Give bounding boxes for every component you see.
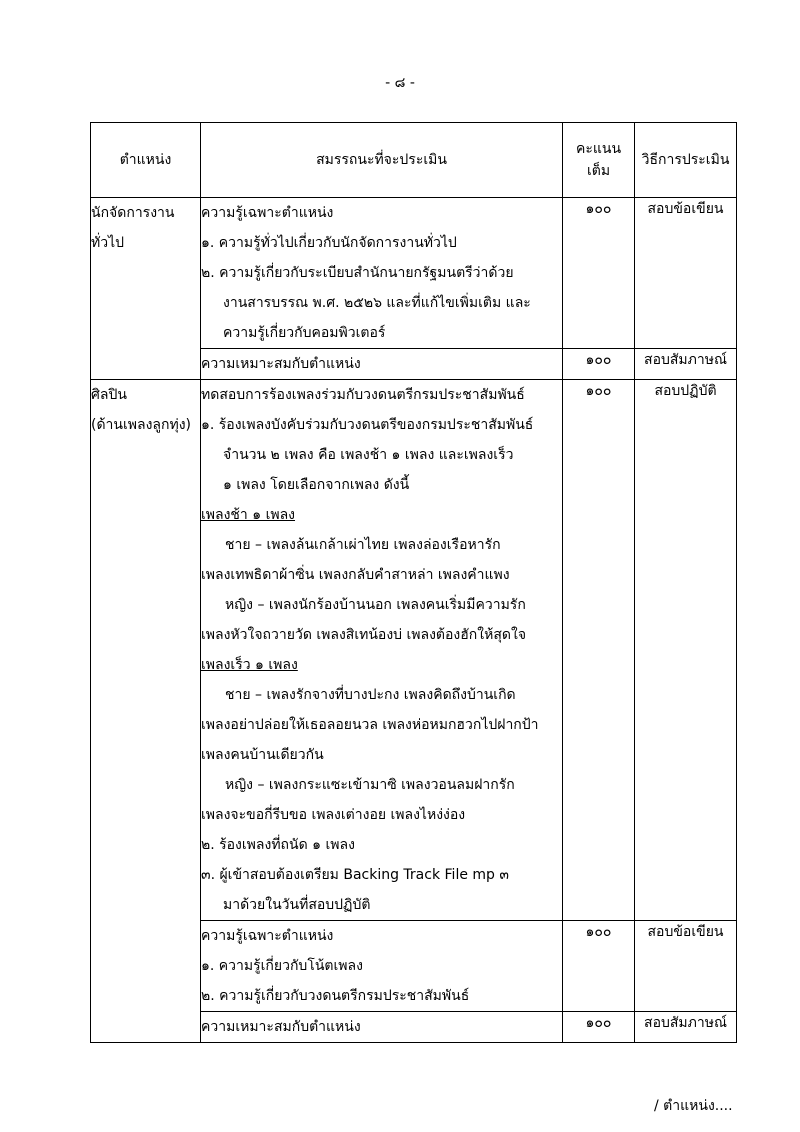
header-position: ตำแหน่ง: [91, 123, 201, 198]
score-cell: ๑๐๐: [563, 921, 635, 1012]
competency-line: ๑. ความรู้ทั่วไปเกี่ยวกับนักจัดการงานทั่วไป: [201, 235, 457, 251]
competency-line: เพลงคนบ้านเดียวกัน: [201, 747, 324, 763]
method-cell: สอบปฏิบัติ: [635, 380, 737, 921]
position-cell: [91, 198, 201, 380]
competency-cell: [201, 349, 563, 380]
competency-line: ความรู้เฉพาะตำแหน่ง: [201, 928, 334, 944]
competency-line: ๓. ผู้เข้าสอบต้องเตรียม Backing Track File mp ๓: [201, 867, 509, 883]
method-cell: สอบสัมภาษณ์: [635, 349, 737, 380]
header-score: [563, 123, 635, 198]
competency-line: ชาย – เพลงรักจางที่บางปะกง เพลงคิดถึงบ้านเกิด: [225, 687, 516, 703]
competency-cell: [201, 1012, 563, 1043]
competency-line: มาด้วยในวันที่สอบปฏิบัติ: [223, 897, 371, 913]
competency-cell: [201, 198, 563, 349]
header-competency: สมรรถนะที่จะประเมิน: [201, 123, 563, 198]
method-cell: สอบข้อเขียน: [635, 921, 737, 1012]
competency-line: จำนวน ๒ เพลง คือ เพลงช้า ๑ เพลง และเพลงเร็ว: [223, 447, 514, 463]
competency-line: เพลงอย่าปล่อยให้เธอลอยนวล เพลงห่อหมกฮวกไปฝากป้า: [201, 717, 539, 733]
competency-line: ๑ เพลง โดยเลือกจากเพลง ดังนี้: [223, 477, 410, 493]
table-row: [91, 380, 737, 921]
method-cell: สอบข้อเขียน: [635, 198, 737, 349]
header-score-line1: คะแนน: [575, 141, 622, 157]
assessment-table: [90, 122, 737, 1043]
competency-line: เพลงจะขอกี่รีบขอ เพลงเต่างอย เพลงไหง่ง่อง: [201, 807, 466, 823]
competency-line: ความเหมาะสมกับตำแหน่ง: [201, 1019, 361, 1035]
competency-line: ๑. ความรู้เกี่ยวกับโน้ตเพลง: [201, 958, 363, 974]
competency-line: ความรู้เกี่ยวกับคอมพิวเตอร์: [223, 325, 386, 341]
page-number: - ๘ -: [385, 75, 415, 91]
position-name: นักจัดการงาน: [91, 205, 175, 221]
competency-line: ความรู้เฉพาะตำแหน่ง: [201, 205, 334, 221]
table-header-row: [91, 123, 737, 198]
score-cell: ๑๐๐: [563, 380, 635, 921]
header-method: วิธีการประเมิน: [635, 123, 737, 198]
competency-line: หญิง – เพลงนักร้องบ้านนอก เพลงคนเริ่มมีความรัก: [225, 597, 526, 613]
competency-cell: [201, 380, 563, 921]
header-score-line2: เต็ม: [586, 163, 611, 179]
position-name: ศิลปิน: [91, 387, 127, 403]
score-cell: ๑๐๐: [563, 1012, 635, 1043]
table-row: [91, 198, 737, 349]
competency-line: ความเหมาะสมกับตำแหน่ง: [201, 356, 361, 372]
score-cell: ๑๐๐: [563, 349, 635, 380]
slow-song-heading: เพลงช้า ๑ เพลง: [201, 507, 296, 523]
competency-line: ๑. ร้องเพลงบังคับร่วมกับวงดนตรีของกรมประชาสัมพันธ์: [201, 417, 534, 433]
position-name: ทั่วไป: [91, 235, 125, 251]
position-name: (ด้านเพลงลูกทุ่ง): [91, 417, 191, 433]
competency-line: ๒. ความรู้เกี่ยวกับวงดนตรีกรมประชาสัมพันธ์: [201, 988, 470, 1004]
position-cell: [91, 380, 201, 1043]
fast-song-heading: เพลงเร็ว ๑ เพลง: [201, 657, 298, 673]
score-cell: ๑๐๐: [563, 198, 635, 349]
competency-line: เพลงเทพธิดาผ้าซิ่น เพลงกลับคำสาหล่า เพลงคำแพง: [201, 567, 510, 583]
competency-line: ชาย – เพลงล้นเกล้าเผ่าไทย เพลงล่องเรือหารัก: [225, 537, 501, 553]
competency-line: ทดสอบการร้องเพลงร่วมกับวงดนตรีกรมประชาสัมพันธ์: [201, 387, 525, 403]
competency-cell: [201, 921, 563, 1012]
competency-line: งานสารบรรณ พ.ศ. ๒๕๒๖ และที่แก้ไขเพิ่มเติม และ: [223, 295, 531, 311]
competency-line: เพลงหัวใจถวายวัด เพลงสิเทน้องบ่ เพลงต้องฮักให้สุดใจ: [201, 627, 527, 643]
method-cell: สอบสัมภาษณ์: [635, 1012, 737, 1043]
competency-line: ๒. ความรู้เกี่ยวกับระเบียบสำนักนายกรัฐมนตรีว่าด้วย: [201, 265, 514, 281]
competency-line: หญิง – เพลงกระแซะเข้ามาซิ เพลงวอนลมฝากรัก: [225, 777, 515, 793]
competency-line: ๒. ร้องเพลงที่ถนัด ๑ เพลง: [201, 837, 355, 853]
continuation-note: / ตำแหน่ง....: [654, 1098, 733, 1114]
